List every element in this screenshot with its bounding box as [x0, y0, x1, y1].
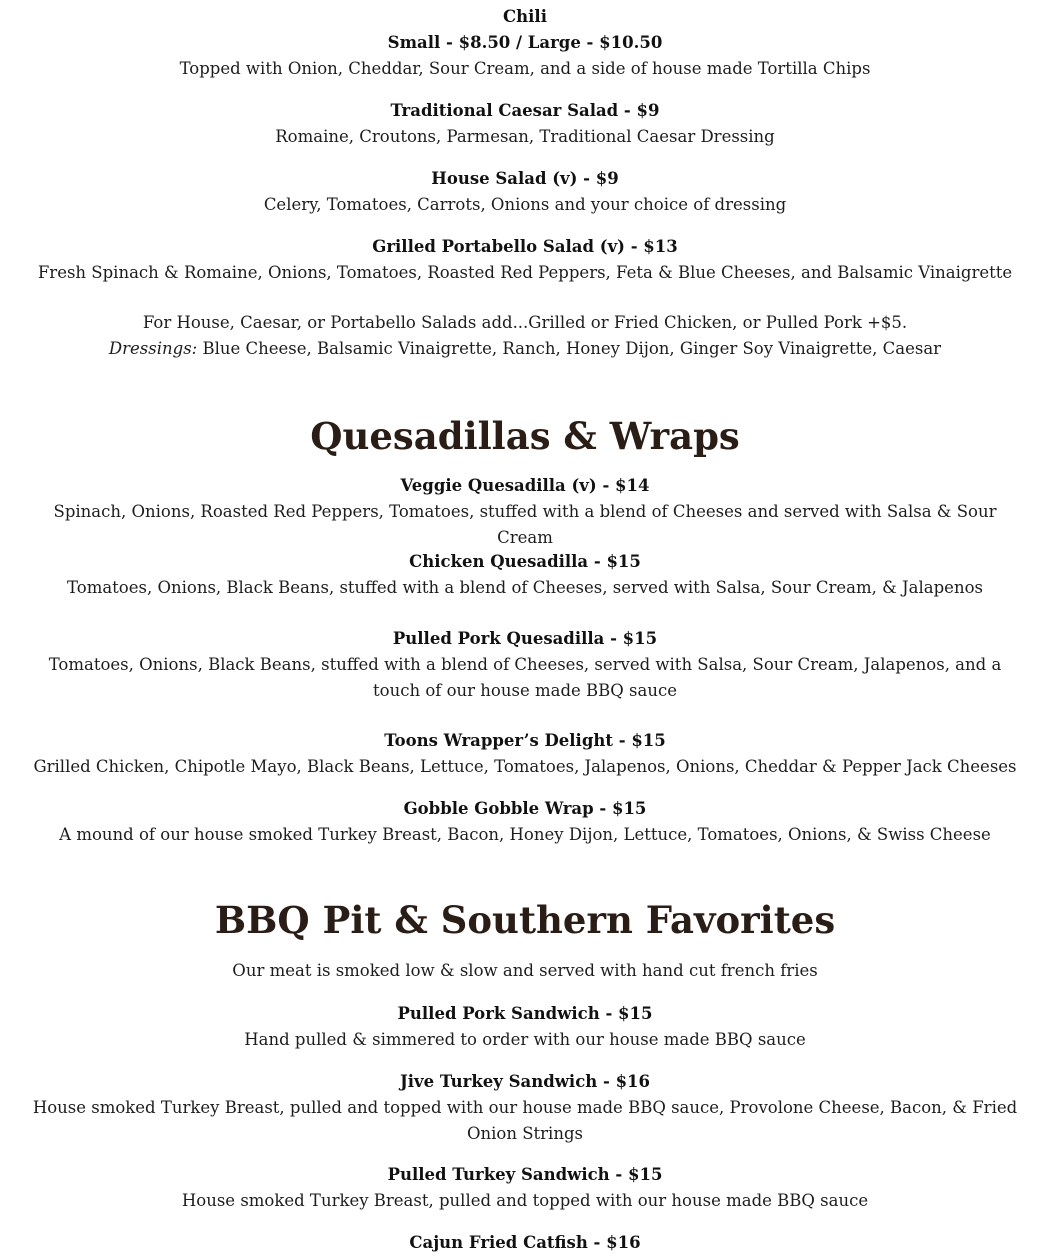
- menu-item-jive-turkey: [0, 1069, 1050, 1147]
- section-quesadillas: [0, 414, 1050, 458]
- item-title: House Salad (v) - $9: [431, 169, 619, 188]
- menu-item-house-salad: [0, 166, 1050, 218]
- item-title: Veggie Quesadilla (v) - $14: [400, 476, 650, 495]
- dressings-note: [0, 336, 1050, 362]
- menu-item-pulled-turkey: [0, 1162, 1050, 1214]
- dressings-list: Blue Cheese, Balsamic Vinaigrette, Ranch, Honey Dijon, Ginger Soy Vinaigrette, Caesar: [197, 339, 942, 358]
- menu-item-veggie-quesadilla: [0, 473, 1050, 551]
- menu-item-gobble-wrap: [0, 796, 1050, 848]
- item-description: Tomatoes, Onions, Black Beans, stuffed with a blend of Cheeses, served with Salsa, Sour Cream, Jalapenos, and a touch of our house made BBQ sauce: [48, 655, 1002, 700]
- item-description: Grilled Chicken, Chipotle Mayo, Black Beans, Lettuce, Tomatoes, Jalapenos, Onions, Cheddar & Pepper Jack Cheeses: [33, 757, 1017, 776]
- item-title: Toons Wrapper’s Delight - $15: [384, 731, 666, 750]
- item-title: Chili: [503, 7, 547, 26]
- item-title: Pulled Pork Sandwich - $15: [397, 1004, 653, 1023]
- salad-addon-note: For House, Caesar, or Portabello Salads add...Grilled or Fried Chicken, or Pulled Pork +$5.: [142, 313, 908, 332]
- menu-item-cajun-catfish: [0, 1230, 1050, 1256]
- menu-item-toons-wrapper: [0, 728, 1050, 780]
- salad-notes: [0, 310, 1050, 362]
- item-description: Spinach, Onions, Roasted Red Peppers, Tomatoes, stuffed with a blend of Cheeses and served with Salsa & Sour Cream: [53, 502, 997, 547]
- dressings-label: Dressings:: [108, 339, 198, 358]
- item-title: Grilled Portabello Salad (v) - $13: [372, 237, 678, 256]
- item-description: Fresh Spinach & Romaine, Onions, Tomatoes, Roasted Red Peppers, Feta & Blue Cheeses, and Balsamic Vinaigrette: [37, 263, 1013, 282]
- menu-item-chicken-quesadilla: [0, 549, 1050, 601]
- item-title: Pulled Turkey Sandwich - $15: [387, 1165, 663, 1184]
- item-description: Topped with Onion, Cheddar, Sour Cream, and a side of house made Tortilla Chips: [179, 59, 871, 78]
- item-title: Cajun Fried Catfish - $16: [409, 1233, 641, 1252]
- item-title: Gobble Gobble Wrap - $15: [403, 799, 647, 818]
- bbq-intro: [0, 958, 1050, 984]
- menu-item-caesar-salad: [0, 98, 1050, 150]
- menu-item-chili: [0, 4, 1050, 82]
- item-description: Celery, Tomatoes, Carrots, Onions and your choice of dressing: [263, 195, 787, 214]
- item-price: Small - $8.50 / Large - $10.50: [387, 33, 663, 52]
- section-heading: BBQ Pit & Southern Favorites: [214, 898, 836, 942]
- item-description: A mound of our house smoked Turkey Breast, Bacon, Honey Dijon, Lettuce, Tomatoes, Onions, & Swiss Cheese: [59, 825, 991, 844]
- item-description: House smoked Turkey Breast, pulled and topped with our house made BBQ sauce: [181, 1191, 869, 1210]
- section-bbq: [0, 898, 1050, 942]
- item-title: Pulled Pork Quesadilla - $15: [392, 629, 658, 648]
- item-description: Romaine, Croutons, Parmesan, Traditional Caesar Dressing: [275, 127, 775, 146]
- menu-item-pulled-pork-sandwich: [0, 1001, 1050, 1053]
- menu-item-pulled-pork-quesadilla: [0, 626, 1050, 704]
- section-heading: Quesadillas & Wraps: [310, 414, 740, 458]
- item-description: Hand pulled & simmered to order with our house made BBQ sauce: [244, 1030, 806, 1049]
- item-description: Tomatoes, Onions, Black Beans, stuffed with a blend of Cheeses, served with Salsa, Sour Cream, & Jalapenos: [67, 578, 983, 597]
- item-description: House smoked Turkey Breast, pulled and topped with our house made BBQ sauce, Provolone Cheese, Bacon, & Fried Onion Strings: [32, 1098, 1018, 1143]
- item-title: Traditional Caesar Salad - $9: [390, 101, 660, 120]
- menu-item-portabello-salad: [0, 234, 1050, 286]
- section-intro: Our meat is smoked low & slow and served with hand cut french fries: [232, 961, 818, 980]
- item-title: Chicken Quesadilla - $15: [409, 552, 641, 571]
- item-title: Jive Turkey Sandwich - $16: [399, 1072, 651, 1091]
